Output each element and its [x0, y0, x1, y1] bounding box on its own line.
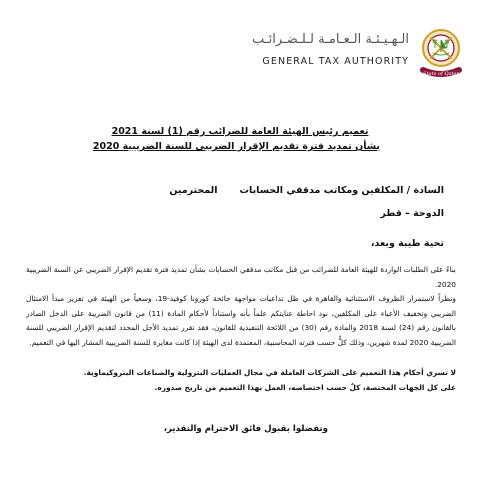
- addressee-block: [144, 184, 444, 198]
- body-paragraph: ونظراً لاستمرار الظروف الاستثنائية والقاهرة في ظل تداعيات مواجهة جائحة كورونا كوفيد-19، وسعياً من الهيئة في تعزيز مبدأ الامتثال الضريبي وتخفيف الأعباء على المكلفين، نود احاطة عنايتكم علماً بأنه واستناداً لأحكام المادة (11) من قانون الضريبة على الدخل الصادر بالقانون رقم (24) لسنة 2018 والمادة رقم (30) من اللائحة التنفيذية للقانون، فقد تقرر تمديد الأجل المحدد لتقديم الإقرار الضريبي للسنة الضريبية 2020 لمدة شهرين، وذلك كلٌّ حسب فترته المحاسبية، المعتمدة لدى الهيئة إذا كانت مغايرة للسنة الضريبية المشار اليها في التعميم.: [26, 294, 456, 347]
- body-paragraph: على كل الجهات المختصة، كلٌ حسب اختصاصه، العمل بهذا التعميم من تاريخ صدوره.: [154, 383, 456, 392]
- circular-title: [92, 124, 380, 154]
- emblem-caption: State of Qatar: [423, 71, 459, 77]
- addressee-location: الدوحة – قطر: [380, 208, 444, 219]
- title-line-1: تعميم رئيس الهيئة العامة للضرائب رقم (1) لسنة 2021: [111, 126, 369, 137]
- authority-name-arabic: الـهـيـئـة الـعـامـة لـلـضـرائـب: [252, 32, 409, 47]
- addressee-honorific: المحترمين: [169, 185, 218, 196]
- state-of-qatar-emblem-icon: [417, 26, 465, 82]
- greeting: تحية طيبة وبعد،: [370, 238, 444, 249]
- title-line-2: بشأن تمديد فترة تقديم الإقرار الضريبي للسنة الضريبية 2020: [92, 141, 380, 152]
- authority-name-english: GENERAL TAX AUTHORITY: [262, 56, 409, 67]
- body-paragraph: بناءً على الطلبات الواردة للهيئة العامة للضرائب من قبل مكاتب مدققي الحسابات بشأن تمديد فترة تقديم الإقرار الضريبي عن السنة الضريبية 2020.: [26, 265, 456, 289]
- closing-line: وتفضلوا بقبول فائق الاحترام والتقدير،: [163, 424, 328, 434]
- letterhead: [252, 26, 471, 84]
- addressee-recipients: السادة / المكلفين ومكاتب مدققي الحسابات: [239, 185, 444, 196]
- body-paragraph: لا تسري أحكام هذا التعميم على الشركات العاملة في مجال العمليات البترولية والصناعات البتروكيماوية.: [83, 368, 456, 377]
